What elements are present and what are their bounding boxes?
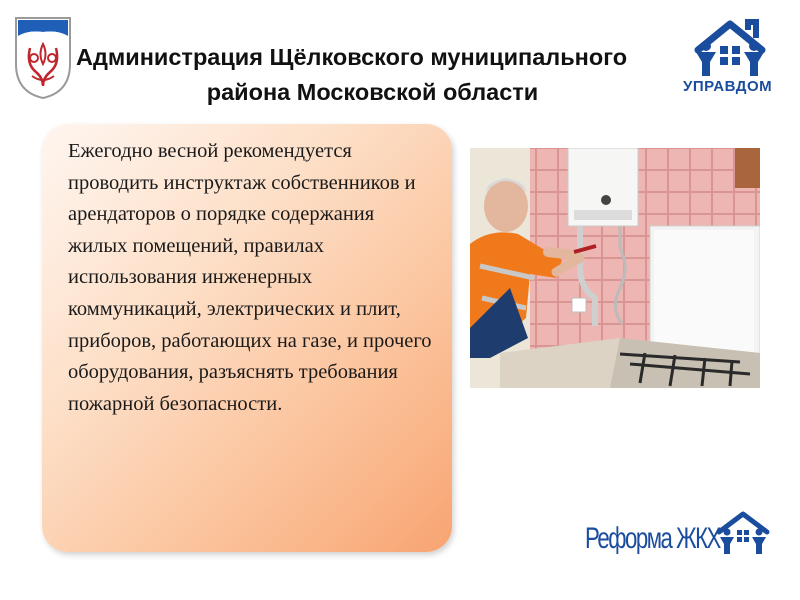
page-title-line1: Администрация Щёлковского муниципального [76, 44, 628, 70]
upravdom-logo-text: УПРАВДОМ [683, 78, 773, 95]
house-people-icon [713, 510, 773, 556]
reforma-zhkh-logo [585, 508, 785, 568]
info-card-text: Ежегодно весной рекомендуется проводить инструктаж собственников и арендаторов о порядке содержания жилых помещений, правилах использования инженерных коммуникаций, электрических и плит, приборов, работающих на газе, и прочего оборудования, разъяснять требования пожарной безопасности. [68, 140, 432, 415]
page-title [70, 40, 675, 110]
page-title-line2: района Московской области [206, 79, 539, 105]
reforma-zhkh-logo-text: Реформа ЖКХ [585, 522, 720, 555]
plumber-photo [470, 148, 760, 388]
coat-of-arms-logo [12, 14, 74, 100]
house-people-icon [680, 16, 780, 80]
upravdom-logo [680, 16, 780, 96]
